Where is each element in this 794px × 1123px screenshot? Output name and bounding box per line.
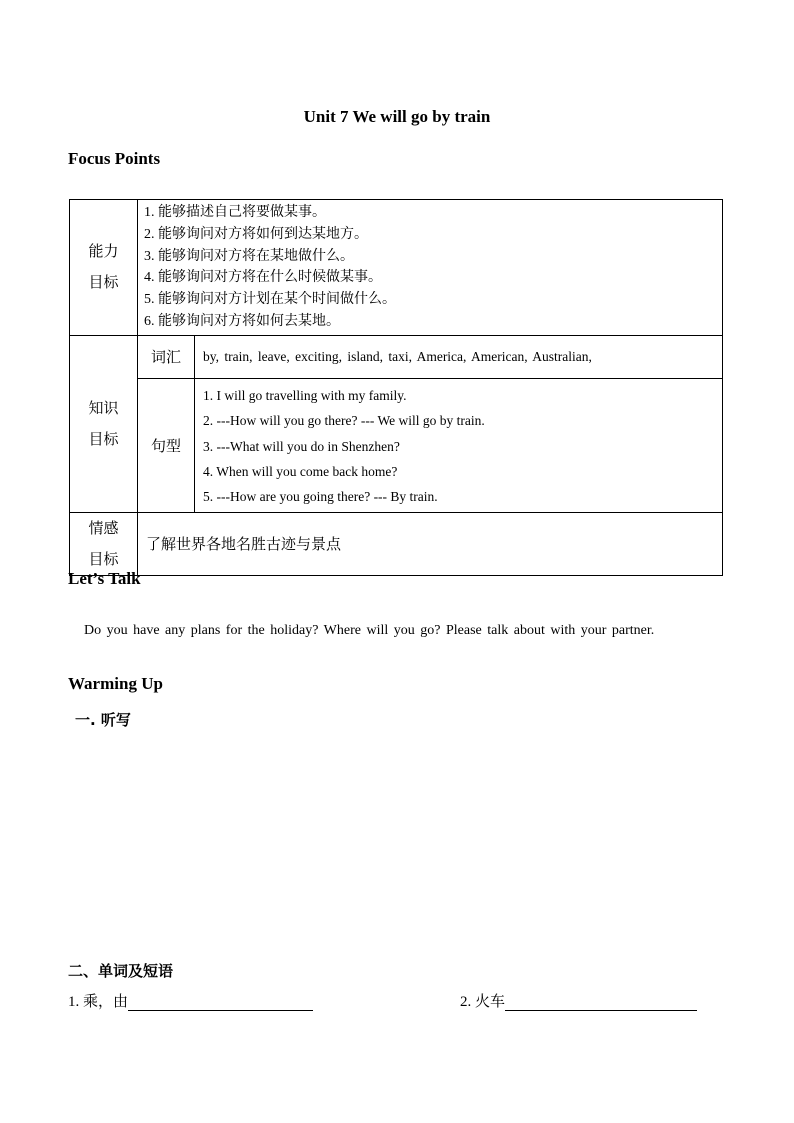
ability-item: 1. 能够描述自己将要做某事。 (144, 204, 326, 220)
sentence-item: 4. When will you come back home? (203, 464, 398, 479)
sentence-item: 1. I will go travelling with my family. (203, 387, 407, 403)
knowledge-vocab-row (70, 335, 723, 378)
word-item-1 (68, 990, 313, 1011)
vocab-text: by, train, leave, exciting, island, taxi, America, American, Australian, (195, 335, 723, 378)
ability-item: 5. 能够询问对方计划在某个时间做什么。 (144, 291, 396, 308)
focus-points-table (69, 199, 723, 576)
ability-label-line1: 能力 (88, 242, 119, 261)
ability-row (70, 200, 723, 336)
ability-item: 3. 能够询问对方将在某地做什么。 (144, 247, 354, 264)
emotion-row (70, 512, 723, 575)
ability-label-cell (70, 200, 138, 336)
sentence-item: 5. ---How are you going there? --- By train. (203, 489, 438, 505)
page-title: Unit 7 We will go by train (303, 107, 491, 126)
sentence-list (195, 378, 723, 512)
knowledge-sentence-row (70, 378, 723, 512)
ability-item: 6. 能够询问对方将如何去某地。 (144, 312, 340, 329)
answer-blank[interactable] (505, 993, 697, 1011)
word-item-number: 1. (68, 994, 80, 1010)
emotion-label-line2: 目标 (88, 549, 119, 568)
sentence-item: 3. ---What will you do in Shenzhen? (203, 438, 400, 454)
lets-talk-heading: Let’s Talk (68, 569, 141, 588)
focus-points-heading: Focus Points (68, 149, 161, 168)
vocab-label: 词汇 (138, 335, 195, 378)
words-heading: 二、单词及短语 (68, 962, 174, 980)
word-item-2 (460, 990, 697, 1011)
ability-label-line2: 目标 (88, 273, 119, 292)
knowledge-label-line2: 目标 (88, 429, 119, 448)
word-item-text: 火车 (475, 992, 506, 1010)
ability-item: 2. 能够询问对方将如何到达某地方。 (144, 225, 368, 242)
ability-list (138, 200, 723, 336)
knowledge-label-cell (70, 335, 138, 512)
emotion-label-cell (70, 512, 138, 575)
emotion-label-line1: 情感 (88, 518, 119, 537)
talk-prompt: Do you have any plans for the holiday? Where will you go? Please talk about with your partner. (84, 623, 655, 638)
sentence-item: 2. ---How will you go there? --- We will go by train. (203, 413, 485, 429)
warming-up-heading: Warming Up (68, 674, 163, 693)
ability-item: 4. 能够询问对方将在什么时候做某事。 (144, 269, 382, 286)
emotion-text: 了解世界各地名胜古迹与景点 (138, 512, 723, 575)
word-item-text: 乘，由 (83, 992, 129, 1010)
knowledge-label-line1: 知识 (88, 398, 119, 417)
listening-heading: 一. 听写 (75, 711, 131, 729)
word-item-number: 2. (460, 994, 472, 1010)
answer-blank[interactable] (128, 993, 313, 1011)
sentence-label: 句型 (138, 378, 195, 512)
